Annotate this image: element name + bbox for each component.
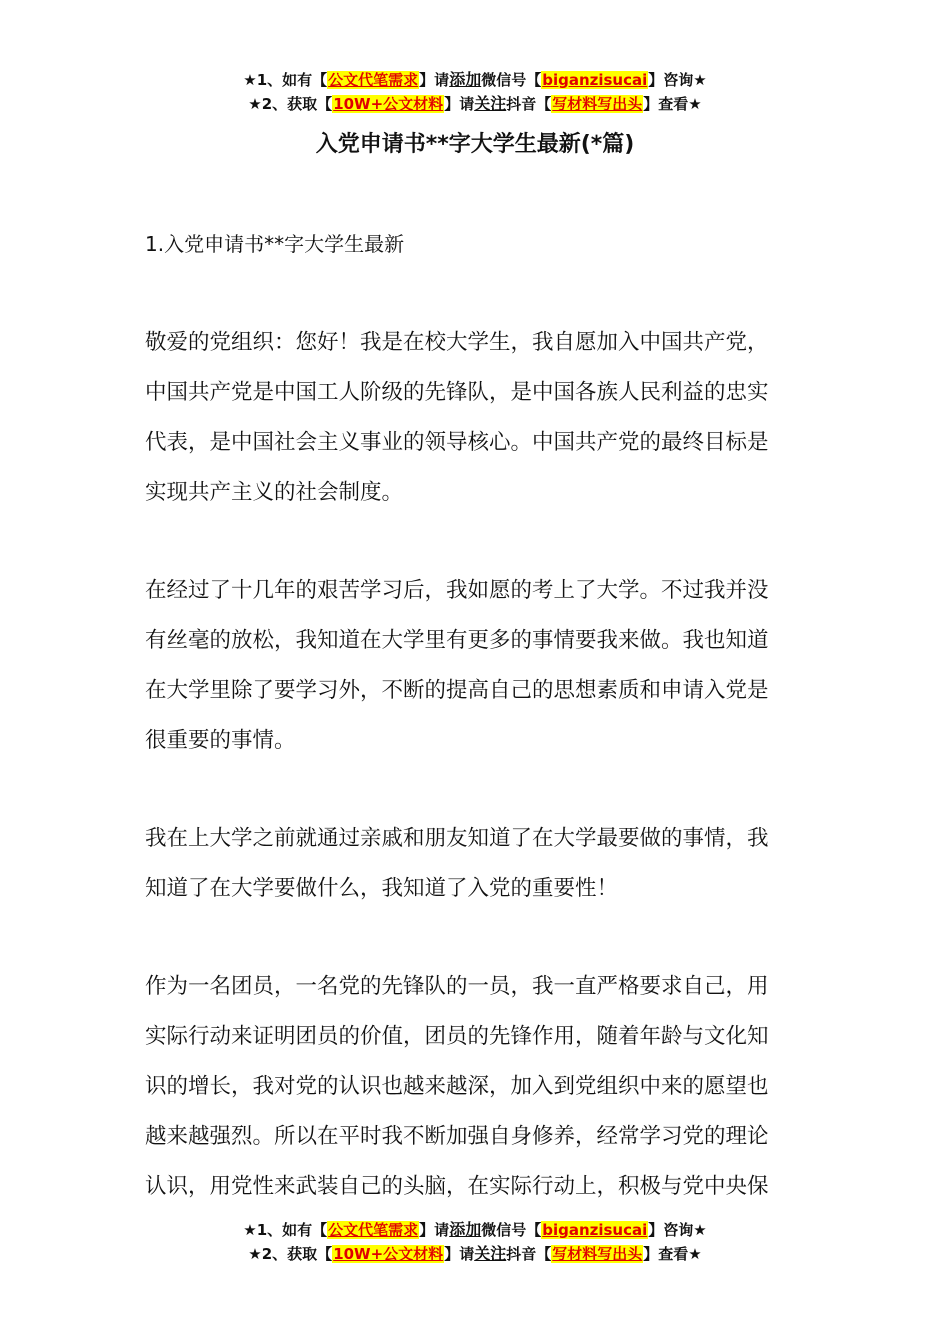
paragraph (145, 318, 807, 518)
text-line: 敬爱的党组织：您好！我是在校大学生，我自愿加入中国共产党， (145, 330, 769, 355)
text-line: 在大学里除了要学习外，不断的提高自己的思想素质和申请入党是 (145, 678, 769, 703)
promo-highlight-wechat-id: biganzisucai (542, 71, 648, 89)
text-line: 实际行动来证明团员的价值，团员的先锋作用，随着年龄与文化知 (145, 1024, 769, 1049)
promo-line-1: ★1、如有【公文代笔需求】请添加微信号【biganzisucai】咨询★ (243, 1220, 707, 1239)
promo-highlight-materials: 10W+公文材料 (333, 95, 444, 113)
text-line: 代表，是中国社会主义事业的领导核心。中国共产党的最终目标是 (145, 430, 769, 455)
promo-line-2: ★2、获取【10W+公文材料】请关注抖音【写材料写出头】查看★ (248, 94, 702, 113)
text-line: 很重要的事情。 (145, 728, 296, 753)
text-line: 有丝毫的放松，我知道在大学里有更多的事情要我来做。我也知道 (145, 628, 769, 653)
header-promo-banner (0, 68, 950, 116)
promo-highlight-ghostwriting: 公文代笔需求 (328, 1221, 419, 1239)
promo-highlight-ghostwriting: 公文代笔需求 (328, 71, 419, 89)
promo-line-1: ★1、如有【公文代笔需求】请添加微信号【biganzisucai】咨询★ (243, 70, 707, 89)
text-line: 识的增长，我对党的认识也越来越深，加入到党组织中来的愿望也 (145, 1074, 769, 1099)
promo-highlight-wechat-id: biganzisucai (542, 1221, 648, 1239)
text-line: 实现共产主义的社会制度。 (145, 480, 404, 505)
text-line: 越来越强烈。所以在平时我不断加强自身修养，经常学习党的理论 (145, 1124, 769, 1149)
text-line: 认识，用党性来武装自己的头脑，在实际行动上，积极与党中央保 (145, 1174, 769, 1199)
promo-line-2: ★2、获取【10W+公文材料】请关注抖音【写材料写出头】查看★ (248, 1244, 702, 1263)
text-line: 我在上大学之前就通过亲戚和朋友知道了在大学最要做的事情，我 (145, 826, 769, 851)
document-title: 入党申请书**字大学生最新(*篇) (315, 132, 635, 157)
section-heading: 1.入党申请书**字大学生最新 (145, 232, 405, 256)
text-line: 中国共产党是中国工人阶级的先锋队，是中国各族人民利益的忠实 (145, 380, 769, 405)
text-line: 作为一名团员，一名党的先锋队的一员，我一直严格要求自己，用 (145, 974, 769, 999)
paragraph (145, 566, 807, 766)
promo-highlight-douyin-account: 写材料写出头 (552, 1245, 643, 1263)
paragraph (145, 962, 807, 1212)
text-line: 在经过了十几年的艰苦学习后，我如愿的考上了大学。不过我并没 (145, 578, 769, 603)
promo-highlight-douyin-account: 写材料写出头 (552, 95, 643, 113)
promo-highlight-materials: 10W+公文材料 (333, 1245, 444, 1263)
footer-promo-banner (0, 1218, 950, 1266)
document-body (145, 318, 807, 1260)
text-line: 知道了在大学要做什么，我知道了入党的重要性！ (145, 876, 619, 901)
paragraph (145, 814, 807, 914)
